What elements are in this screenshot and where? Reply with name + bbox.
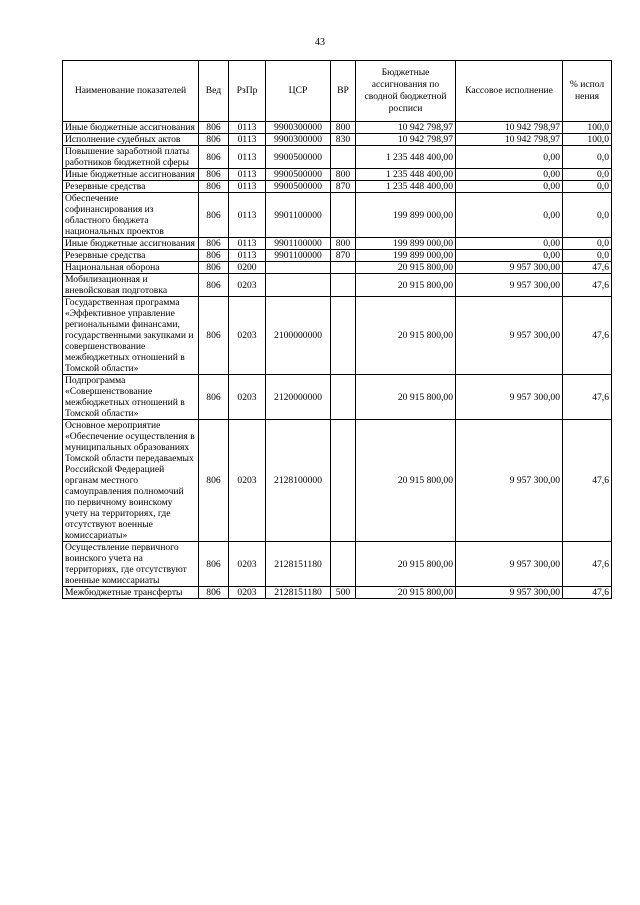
header-rzpr: РзПр (229, 61, 266, 122)
page-number: 43 (315, 37, 325, 48)
cell-budget: 10 942 798,97 (356, 134, 456, 146)
cell-name: Повышение заработной платы работников бюджетной сферы (63, 146, 199, 169)
cell-budget: 1 235 448 400,00 (356, 169, 456, 181)
cell-vr: 800 (331, 122, 356, 134)
cell-csr: 9900500000 (266, 146, 331, 169)
cell-ved: 806 (199, 262, 229, 274)
cell-pct: 100,0 (563, 122, 612, 134)
cell-name: Национальная оборона (63, 262, 199, 274)
cell-pct: 0,0 (563, 250, 612, 262)
cell-name: Осуществление первичного воинского учета на территориях, где отсутствуют военные комиссариаты (63, 542, 199, 587)
cell-kassa: 9 957 300,00 (456, 542, 563, 587)
cell-csr (266, 262, 331, 274)
cell-budget: 20 915 800,00 (356, 274, 456, 297)
cell-kassa: 0,00 (456, 193, 563, 238)
cell-csr: 2100000000 (266, 297, 331, 375)
cell-pct: 47,6 (563, 375, 612, 420)
cell-rzpr: 0113 (229, 146, 266, 169)
cell-ved: 806 (199, 274, 229, 297)
cell-name: Мобилизационная и вневойсковая подготовка (63, 274, 199, 297)
cell-csr: 9901100000 (266, 250, 331, 262)
cell-pct: 47,6 (563, 297, 612, 375)
cell-csr: 2128151180 (266, 587, 331, 599)
cell-name: Иные бюджетные ассигнования (63, 238, 199, 250)
cell-rzpr: 0113 (229, 169, 266, 181)
cell-csr: 9900500000 (266, 169, 331, 181)
cell-name: Иные бюджетные ассигнования (63, 169, 199, 181)
cell-pct: 47,6 (563, 587, 612, 599)
table-row (63, 250, 612, 262)
cell-budget: 10 942 798,97 (356, 122, 456, 134)
cell-name: Основное мероприятие «Обеспечение осуществления в муниципальных образованиях Томской области передаваемых Российской Федерацией органам местного самоуправления полномочий по первичному воинскому учету на территориях, где отсутствуют военные комиссариаты» (63, 420, 199, 542)
cell-kassa: 9 957 300,00 (456, 274, 563, 297)
cell-budget: 20 915 800,00 (356, 375, 456, 420)
cell-ved: 806 (199, 297, 229, 375)
cell-rzpr: 0113 (229, 193, 266, 238)
table-row (63, 420, 612, 542)
cell-rzpr: 0113 (229, 134, 266, 146)
cell-ved: 806 (199, 134, 229, 146)
table-row (63, 297, 612, 375)
cell-budget: 1 235 448 400,00 (356, 146, 456, 169)
cell-kassa: 0,00 (456, 146, 563, 169)
cell-rzpr: 0113 (229, 250, 266, 262)
cell-vr (331, 274, 356, 297)
cell-rzpr: 0200 (229, 262, 266, 274)
cell-name: Исполнение судебных актов (63, 134, 199, 146)
cell-rzpr: 0203 (229, 587, 266, 599)
table-row (63, 122, 612, 134)
table-row (63, 238, 612, 250)
cell-vr (331, 262, 356, 274)
cell-kassa: 0,00 (456, 169, 563, 181)
table-body (63, 122, 612, 599)
cell-pct: 47,6 (563, 262, 612, 274)
cell-kassa: 10 942 798,97 (456, 134, 563, 146)
cell-budget: 20 915 800,00 (356, 420, 456, 542)
cell-budget: 199 899 000,00 (356, 238, 456, 250)
table-row (63, 274, 612, 297)
cell-kassa: 10 942 798,97 (456, 122, 563, 134)
cell-ved: 806 (199, 193, 229, 238)
cell-csr: 9900500000 (266, 181, 331, 193)
cell-name: Межбюджетные трансферты (63, 587, 199, 599)
header-pct: % испол нения (563, 61, 612, 122)
cell-vr: 870 (331, 181, 356, 193)
cell-pct: 0,0 (563, 169, 612, 181)
table-row (63, 375, 612, 420)
cell-budget: 1 235 448 400,00 (356, 181, 456, 193)
cell-csr: 9901100000 (266, 238, 331, 250)
cell-name: Иные бюджетные ассигнования (63, 122, 199, 134)
cell-vr: 500 (331, 587, 356, 599)
cell-vr (331, 297, 356, 375)
cell-csr: 9900300000 (266, 134, 331, 146)
cell-pct: 47,6 (563, 274, 612, 297)
cell-csr: 2128100000 (266, 420, 331, 542)
cell-kassa: 9 957 300,00 (456, 297, 563, 375)
cell-csr: 2120000000 (266, 375, 331, 420)
cell-kassa: 9 957 300,00 (456, 262, 563, 274)
table-row (63, 146, 612, 169)
cell-vr: 830 (331, 134, 356, 146)
cell-csr: 9900300000 (266, 122, 331, 134)
cell-name: Подпрограмма «Совершенствование межбюджетных отношений в Томской области» (63, 375, 199, 420)
cell-vr: 870 (331, 250, 356, 262)
cell-rzpr: 0203 (229, 297, 266, 375)
cell-vr (331, 375, 356, 420)
cell-kassa: 0,00 (456, 250, 563, 262)
table-row (63, 181, 612, 193)
cell-ved: 806 (199, 375, 229, 420)
table-row (63, 542, 612, 587)
budget-execution-table (62, 60, 612, 599)
cell-rzpr: 0203 (229, 420, 266, 542)
cell-ved: 806 (199, 181, 229, 193)
cell-budget: 199 899 000,00 (356, 193, 456, 238)
cell-pct: 47,6 (563, 542, 612, 587)
header-kassa: Кассовое исполнение (456, 61, 563, 122)
table-row (63, 134, 612, 146)
cell-rzpr: 0203 (229, 542, 266, 587)
cell-budget: 20 915 800,00 (356, 297, 456, 375)
table-row (63, 193, 612, 238)
table-header-row (63, 61, 612, 122)
table-row (63, 587, 612, 599)
cell-rzpr: 0113 (229, 181, 266, 193)
header-name: Наименование показателей (63, 61, 199, 122)
cell-pct: 100,0 (563, 134, 612, 146)
cell-pct: 0,0 (563, 193, 612, 238)
cell-csr: 2128151180 (266, 542, 331, 587)
cell-vr (331, 193, 356, 238)
table-row (63, 169, 612, 181)
cell-name: Резервные средства (63, 250, 199, 262)
header-csr: ЦСР (266, 61, 331, 122)
cell-rzpr: 0203 (229, 274, 266, 297)
cell-pct: 47,6 (563, 420, 612, 542)
cell-name: Государственная программа «Эффективное управление региональными финансами, государственными закупками и совершенствование межбюджетных отношений в Томской области» (63, 297, 199, 375)
cell-name: Обеспечение софинансирования из областного бюджета национальных проектов (63, 193, 199, 238)
cell-vr (331, 146, 356, 169)
cell-rzpr: 0113 (229, 122, 266, 134)
cell-pct: 0,0 (563, 146, 612, 169)
header-budget: Бюджетные ассигнования по сводной бюджетной росписи (356, 61, 456, 122)
cell-budget: 20 915 800,00 (356, 262, 456, 274)
cell-budget: 20 915 800,00 (356, 587, 456, 599)
cell-ved: 806 (199, 587, 229, 599)
header-ved: Вед (199, 61, 229, 122)
cell-kassa: 0,00 (456, 181, 563, 193)
cell-vr: 800 (331, 169, 356, 181)
cell-budget: 199 899 000,00 (356, 250, 456, 262)
cell-kassa: 0,00 (456, 238, 563, 250)
cell-vr: 800 (331, 238, 356, 250)
cell-kassa: 9 957 300,00 (456, 587, 563, 599)
cell-ved: 806 (199, 169, 229, 181)
table-row (63, 262, 612, 274)
cell-ved: 806 (199, 122, 229, 134)
cell-rzpr: 0203 (229, 375, 266, 420)
cell-name: Резервные средства (63, 181, 199, 193)
cell-ved: 806 (199, 420, 229, 542)
cell-ved: 806 (199, 238, 229, 250)
cell-vr (331, 420, 356, 542)
header-vr: ВР (331, 61, 356, 122)
cell-ved: 806 (199, 250, 229, 262)
cell-ved: 806 (199, 542, 229, 587)
cell-kassa: 9 957 300,00 (456, 420, 563, 542)
cell-kassa: 9 957 300,00 (456, 375, 563, 420)
cell-vr (331, 542, 356, 587)
cell-csr (266, 274, 331, 297)
cell-budget: 20 915 800,00 (356, 542, 456, 587)
cell-rzpr: 0113 (229, 238, 266, 250)
cell-pct: 0,0 (563, 238, 612, 250)
cell-ved: 806 (199, 146, 229, 169)
cell-pct: 0,0 (563, 181, 612, 193)
cell-csr: 9901100000 (266, 193, 331, 238)
